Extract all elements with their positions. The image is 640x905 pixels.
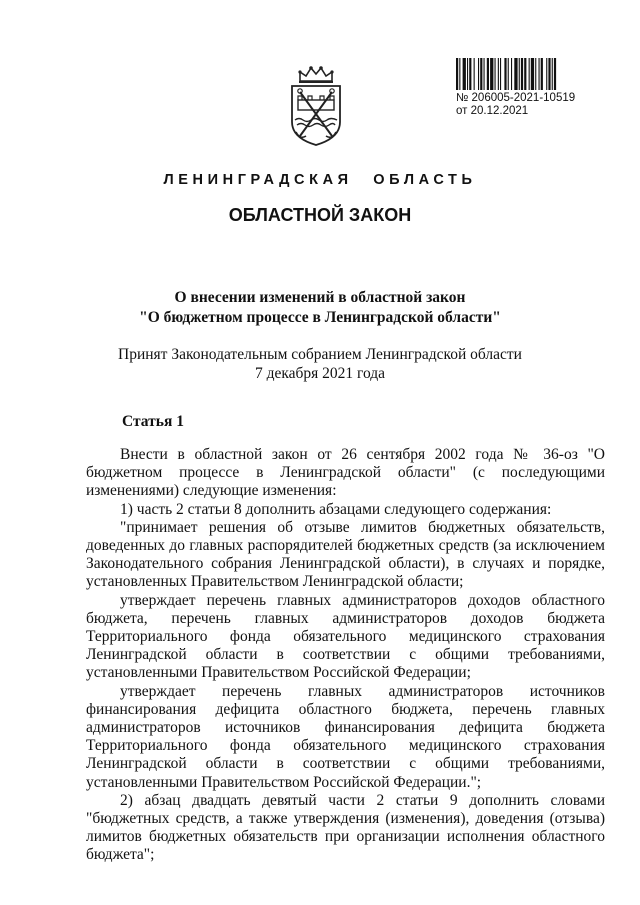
article-heading: Статья 1 (122, 413, 184, 430)
region-heading: ЛЕНИНГРАДСКАЯ ОБЛАСТЬ (163, 172, 477, 188)
article-paragraph: "принимает решения об отзыве лимитов бюджетных обязательств, доведенных до главных распорядителей бюджетных средств (за исключением Законодательного собрания Ленинградской области), в случаях и порядке, установленных Правительством Ленинградской области; (86, 518, 605, 591)
adoption-statement (0, 345, 640, 383)
registration-date: от 20.12.2021 (456, 105, 529, 117)
article-paragraph: Внести в областной закон от 26 сентября 2002 года № 36-оз "О бюджетном процессе в Ленинградской области" (с последующими изменениями) следующие изменения: (86, 446, 605, 500)
article-paragraph: 1) часть 2 статьи 8 дополнить абзацами следующего содержания: (120, 500, 552, 518)
document-type-heading: ОБЛАСТНОЙ ЗАКОН (228, 205, 412, 225)
article-paragraph: утверждает перечень главных администраторов доходов областного бюджета, перечень главных администраторов доходов бюджета Территориального фонда обязательного медицинского страхования Ленинградской области в соответствии с общими требованиями, установленными Правительством Российской Федерации; (86, 591, 605, 682)
article-paragraph: утверждает перечень главных администраторов источников финансирования дефицита областного бюджета, перечень главных администраторов источников финансирования дефицита бюджета Территориального фонда обязательного медицинского страхования Ленинградской области в соответствии с общими требованиями, установленными Правительством Российской Федерации."; (86, 682, 605, 791)
adoption-date: 7 декабря 2021 года (254, 365, 386, 382)
coat-of-arms-icon (286, 64, 346, 148)
law-title-line-2: "О бюджетном процессе в Ленинградской области" (139, 309, 501, 326)
registration-number: № 206005-2021-10519 (456, 92, 576, 104)
registration-block (456, 58, 596, 118)
adoption-line-1: Принят Законодательным собранием Ленинградской области (118, 346, 522, 363)
article-body (86, 446, 605, 865)
law-title-line-1: О внесении изменений в областной закон (174, 289, 466, 306)
barcode-icon (456, 58, 590, 90)
article-paragraph: 2) абзац двадцать девятый части 2 статьи 9 дополнить словами "бюджетных средств, а также утверждения (изменения), доведения (отзыва) лимитов бюджетных обязательств при организации исполнения областного бюджета"; (86, 791, 605, 864)
law-title (0, 288, 640, 328)
